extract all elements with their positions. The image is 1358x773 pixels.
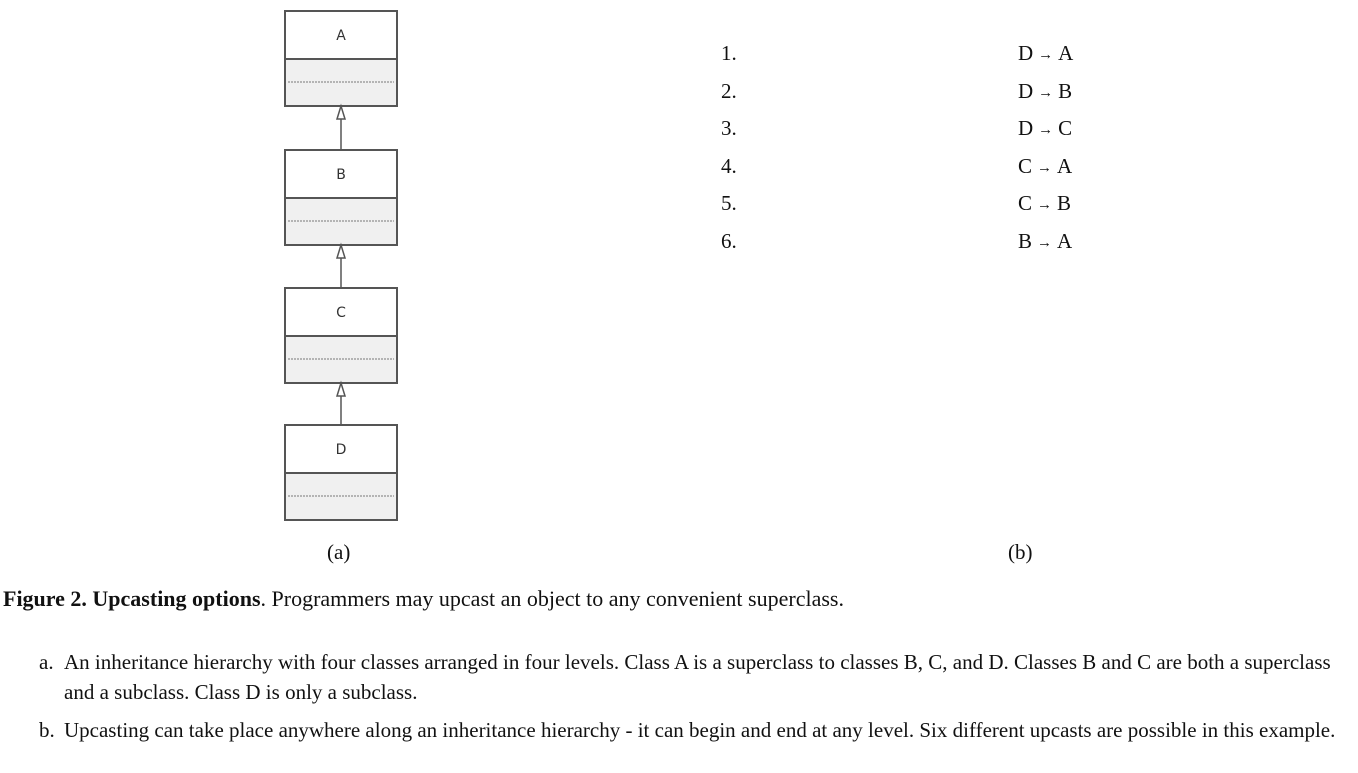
arrow-right-icon: → xyxy=(1037,235,1053,251)
note-marker: b. xyxy=(39,718,55,742)
upcast-to: A xyxy=(1058,41,1074,65)
upcast-number: 5. xyxy=(721,191,737,215)
upcast-from: C xyxy=(1018,191,1033,215)
note-text: An inheritance hierarchy with four classes arranged in four levels. Class A is a superclass to classes B, C, and D. Classes B and C are both a superclass and a subclass. Class D is only a subclass. xyxy=(64,650,1331,704)
upcast-to: B xyxy=(1058,79,1073,103)
upcast-number: 2. xyxy=(721,79,737,103)
upcast-from: D xyxy=(1018,79,1034,103)
upcast-to: A xyxy=(1057,154,1073,178)
upcast-pair xyxy=(1018,231,1072,252)
upcast-pair xyxy=(1018,43,1073,64)
class-box-d xyxy=(285,425,397,520)
upcast-number: 4. xyxy=(721,154,737,178)
note-item-a xyxy=(39,647,1354,707)
panel-label-b: (b) xyxy=(1008,540,1033,564)
upcast-to: C xyxy=(1058,116,1073,140)
inheritance-arrow-c-to-b xyxy=(337,245,345,288)
upcast-number: 1. xyxy=(721,41,737,65)
upcast-from: B xyxy=(1018,229,1033,253)
upcast-from: D xyxy=(1018,116,1034,140)
class-box-a xyxy=(285,11,397,106)
note-text: Upcasting can take place anywhere along an inheritance hierarchy - it can begin and end at any level. Six different upcasts are possible in this example. xyxy=(64,718,1336,742)
upcast-from: D xyxy=(1018,41,1034,65)
arrow-right-icon: → xyxy=(1037,197,1053,213)
upcast-number: 6. xyxy=(721,229,737,253)
figure-caption-title: Figure 2. Upcasting options xyxy=(3,586,261,611)
inheritance-arrow-d-to-c xyxy=(337,383,345,425)
class-name-c: C xyxy=(336,305,346,321)
class-name-b: B xyxy=(336,167,346,183)
arrow-right-icon: → xyxy=(1037,160,1053,176)
figure-caption-text: . Programmers may upcast an object to any convenient superclass. xyxy=(260,586,844,611)
upcast-pair xyxy=(1018,118,1072,139)
arrow-right-icon: → xyxy=(1038,85,1054,101)
note-item-b xyxy=(39,715,1354,745)
class-box-b xyxy=(285,150,397,245)
upcast-to: B xyxy=(1057,191,1072,215)
upcast-pair xyxy=(1018,156,1072,177)
class-box-c xyxy=(285,288,397,383)
upcast-pair xyxy=(1018,193,1071,214)
upcast-from: C xyxy=(1018,154,1033,178)
panel-label-a: (a) xyxy=(327,540,351,564)
figure-caption xyxy=(3,585,844,613)
note-marker: a. xyxy=(39,650,54,674)
class-name-a: A xyxy=(336,28,346,44)
upcast-pair xyxy=(1018,81,1072,102)
upcast-number: 3. xyxy=(721,116,737,140)
arrow-right-icon: → xyxy=(1038,47,1054,63)
upcast-to: A xyxy=(1057,229,1073,253)
class-name-d: D xyxy=(335,442,347,458)
arrow-right-icon: → xyxy=(1038,122,1054,138)
inheritance-arrow-b-to-a xyxy=(337,106,345,150)
